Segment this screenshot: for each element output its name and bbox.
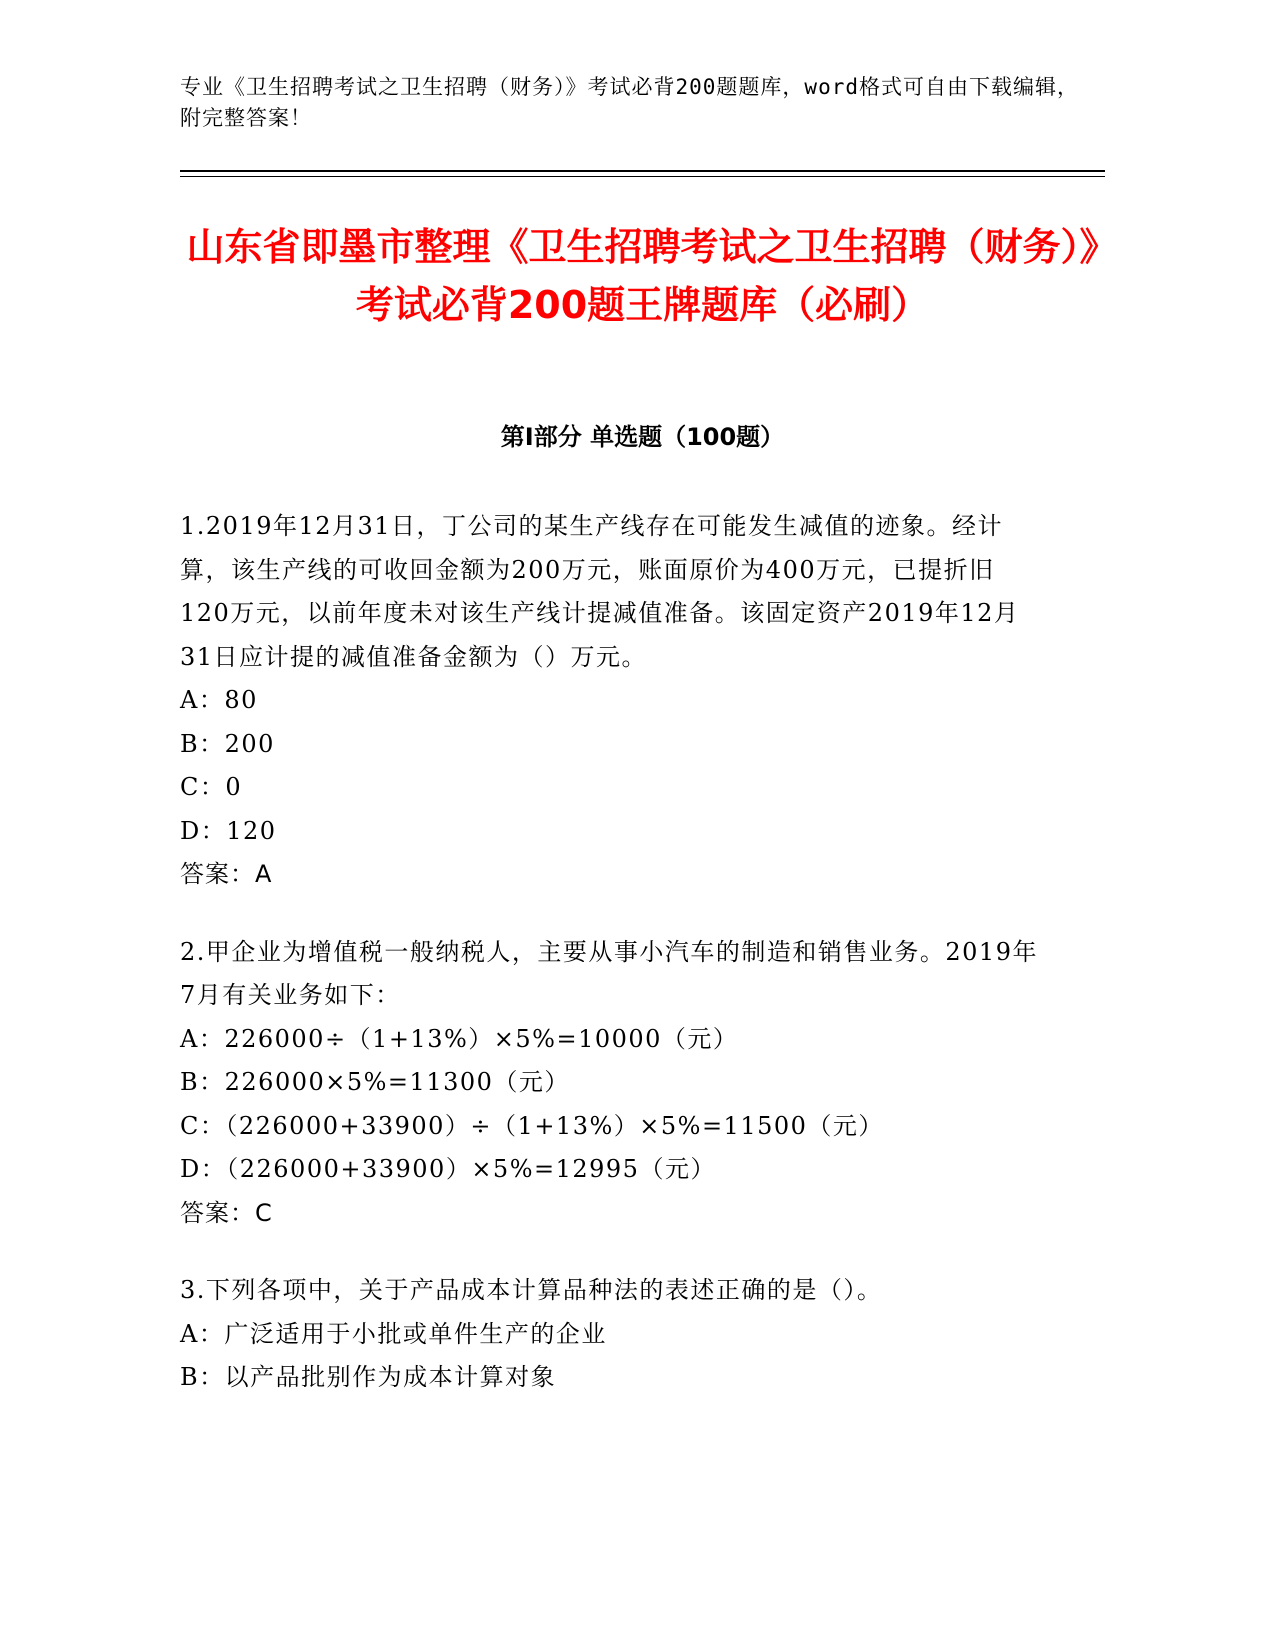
option-d: D：120 bbox=[180, 816, 277, 845]
option-d: D：（226000+33900）×5%=12995（元） bbox=[180, 1155, 716, 1183]
option-c: C：（226000+33900）÷（1+13%）×5%=11500（元） bbox=[180, 1111, 884, 1140]
option-c: C：0 bbox=[180, 773, 243, 801]
option-b: B：以产品批别作为成本计算对象 bbox=[180, 1363, 557, 1391]
answer: 答案：C bbox=[180, 1198, 273, 1227]
question-2 bbox=[180, 931, 1040, 1236]
question-stem: 3.下列各项中，关于产品成本计算品种法的表述正确的是（）。 bbox=[180, 1276, 883, 1304]
option-a: A：80 bbox=[180, 686, 258, 714]
answer: 答案：A bbox=[180, 860, 273, 888]
option-a: A：广泛适用于小批或单件生产的企业 bbox=[180, 1319, 607, 1348]
option-b: B：200 bbox=[180, 729, 275, 758]
question-stem: 2.甲企业为增值税一般纳税人，主要从事小汽车的制造和销售业务。2019年7月有关业务如下： bbox=[180, 937, 1038, 1009]
question-stem: 1.2019年12月31日，丁公司的某生产线存在可能发生减值的迹象。经计算，该生产线的可收回金额为200万元，账面原价为400万元，已提折旧120万元，以前年度未对该生产线计提减值准备。该固定资产2019年12月31日应计提的减值准备金额为（）万元。 bbox=[180, 512, 1020, 671]
header-rule-thick bbox=[180, 170, 1105, 172]
question-1 bbox=[180, 505, 1040, 897]
option-a: A：226000÷（1+13%）×5%=10000（元） bbox=[180, 1024, 739, 1053]
option-b: B：226000×5%=11300（元） bbox=[180, 1068, 570, 1096]
section-title: 第Ⅰ部分 单选题（100题） bbox=[500, 423, 785, 451]
header-note: 专业《卫生招聘考试之卫生招聘（财务）》考试必背200题题库，word格式可自由下载编辑，附完整答案！ bbox=[180, 75, 1079, 130]
question-3 bbox=[180, 1269, 1040, 1400]
document-title: 山东省即墨市整理《卫生招聘考试之卫生招聘（财务）》考试必背200题王牌题库（必刷） bbox=[186, 225, 1099, 327]
header-rule-thin bbox=[180, 176, 1105, 177]
question-list bbox=[180, 505, 1040, 1434]
